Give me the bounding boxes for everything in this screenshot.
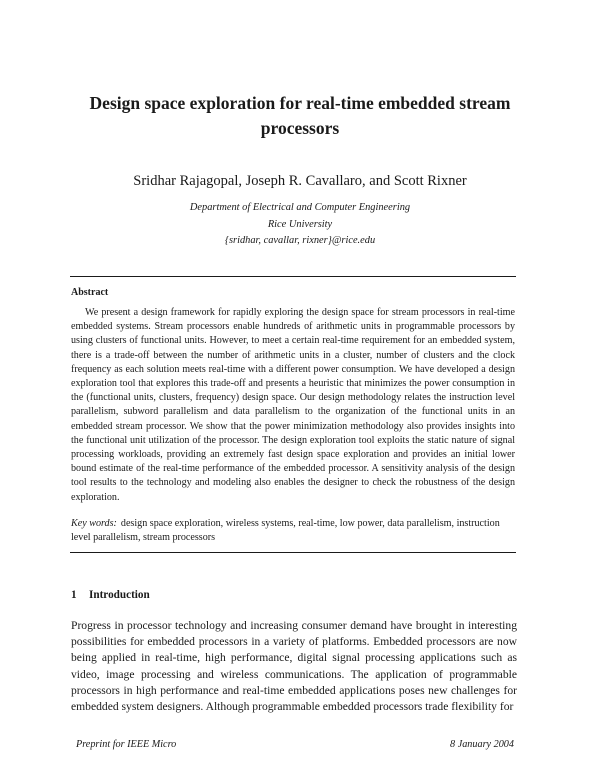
keywords-text: design space exploration, wireless systems, real-time, low power, data parallelism, instruction level parallelism, stream processors <box>71 518 500 544</box>
keywords <box>71 517 517 545</box>
introduction-text: Progress in processor technology and increasing consumer demand have brought in interesting possibilities for embedded processors in a variety of platforms. Embedded processors are now being applied in real-time, high performance, digital signal processing applications such as video, image processing and wireless communications. The application of programmable processors in high performance and real-time embedded applications poses new challenges for embedded system designers. Although programmable embedded processors trade flexibility for <box>71 619 517 714</box>
footer-date: 8 January 2004 <box>450 739 514 750</box>
abstract-top-rule <box>70 276 516 277</box>
author-list: Sridhar Rajagopal, Joseph R. Cavallaro, and Scott Rixner <box>133 173 467 189</box>
abstract-bottom-rule <box>70 552 516 553</box>
footer-preprint-note: Preprint for IEEE Micro <box>76 739 177 750</box>
affiliation-university: Rice University <box>267 219 333 230</box>
author-emails: {sridhar, cavallar, rixner}@rice.edu <box>224 235 376 246</box>
affiliation-department: Department of Electrical and Computer Engineering <box>189 202 411 213</box>
section-title: Introduction <box>89 589 150 601</box>
section-number: 1 <box>71 589 77 601</box>
abstract-text: We present a design framework for rapidly exploring the design space for stream processors in real-time embedded systems. Stream processors enable hundreds of arithmetic units in programmable processors by using clusters of functional units. However, to meet a certain real-time requirement for an embedded system, there is a trade-off between the number of arithmetic units in a cluster, number of clusters and the clock frequency as each solution meets real-time with a different power consumption. We have developed a design exploration tool that explores this trade-off and presents a heuristic that minimizes the power consumption in the (functional units, clusters, frequency) design space. Our design methodology relates the instruction level parallelism, subword parallelism and data parallelism to the organization of the functional units in an embedded stream processor. We show that the power minimization methodology also provides insights into the functional unit utilization of the processor. The design exploration tool exploits the static nature of signal processing workloads, providing an extremely fast design space exploration and provides an initial lower bound estimate of the real-time performance of the embedded processor. A sensitivity analysis of the design tool results to the technology and modeling also enables the designer to check the robustness of the design exploration. <box>71 307 515 503</box>
abstract-heading: Abstract <box>71 287 109 298</box>
paper-title: Design space exploration for real-time embedded stream processors <box>89 93 511 138</box>
section-heading <box>71 588 150 603</box>
keywords-label: Key words: <box>71 518 117 529</box>
